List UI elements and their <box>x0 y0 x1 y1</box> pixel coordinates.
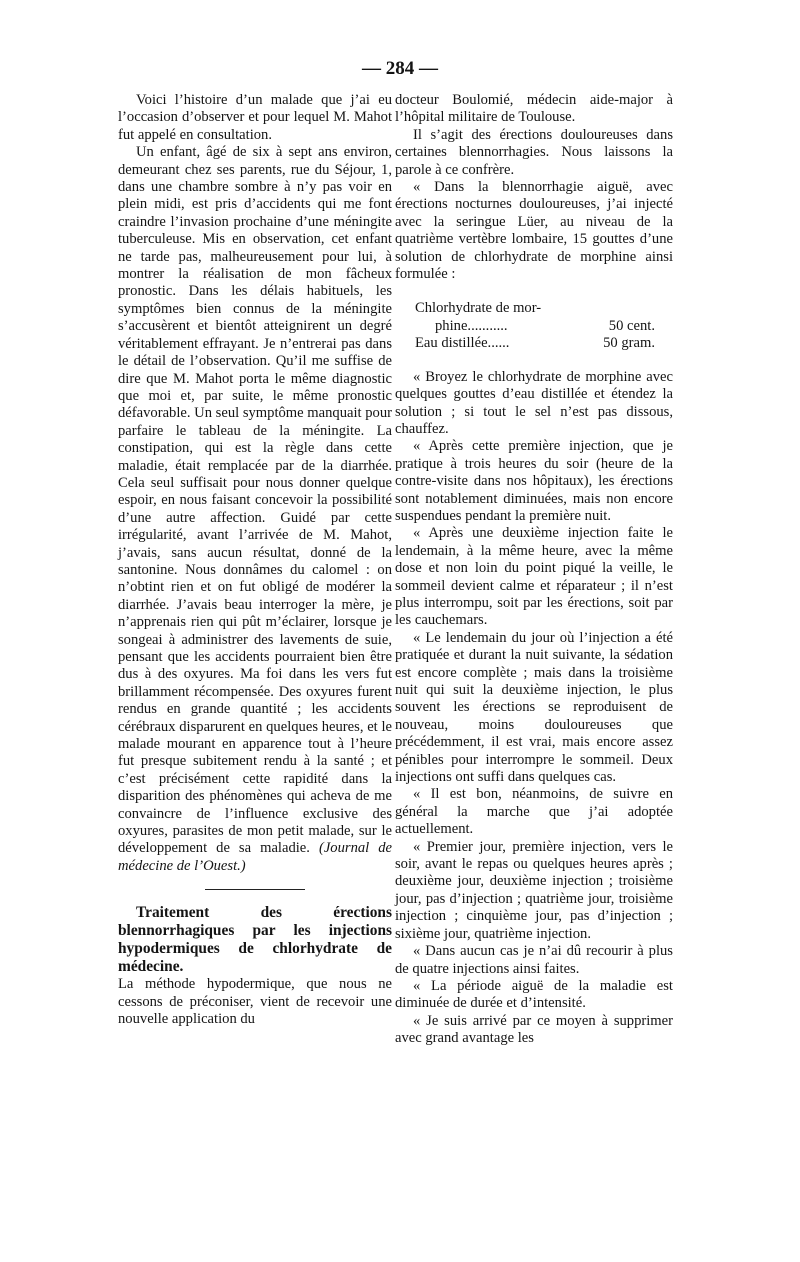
right-column <box>395 92 673 1048</box>
formula-row <box>415 318 655 335</box>
paragraph: « Après cette première injection, que je pratique à trois heures du soir (heure de la contre-visite dans nos hôpitaux), les érections sont notablement diminuées, mais non encore suspendues pendant la première nuit. <box>395 438 673 524</box>
formula-ingredient: Chlorhydrate de mor- <box>415 300 542 317</box>
formula-quantity: 50 cent. <box>608 317 655 334</box>
paragraph: « Premier jour, première injection, vers le soir, avant le repas ou quelques heures après ; deuxième jour, deuxième injection ; troisième jour, pas d’injection ; quatrième jour, troisième injection ; cinquième jour, pas d’injection ; sixième jour, quatrième injection. <box>395 838 673 942</box>
formula-row <box>415 335 655 352</box>
paragraph-text: Un enfant, âgé de six à sept ans environ, demeurant chez ses parents, rue du Séjour, 1, dans une chambre sombre à n’y pas voir en plein midi, est pris d’accidents qui me font craindre l’invasion prochaine d’une méningite tuberculeuse. Mis en observation, cet enfant ne tarde pas, malheureusement pour lui, à montrer la réalisation de mon fâcheux pronostic. Dans les délais habituels, les symptômes bien connus de la méningite s’accusèrent et bientôt atteignirent un degré véritablement effrayant. Je n’entrerai pas dans le détail de l’observation. Qu’il me suffise de dire que M. Mahot porta le même diagnostic que moi et, par suite, le même pronostic défavorable. Un seul symptôme manquait pour parfaire le tableau de la méningite. La constipation, qui est la règle dans cette maladie, était remplacée par de la diarrhée. Cela seul suffisait pour nous donner quelque espoir, en nous faisant concevoir la possibilité d’une autre affection. Guidé par cette irrégularité, avant l’arrivée de M. Mahot, j’avais, sans aucun résultat, donné de la santonine. Nous donnâmes du calomel : on n’obtint rien et on fut obligé de modérer la diarrhée. J’avais beau interroger la mère, je n’apprenais rien qui pût m’éclairer, lorsque je songeai à administrer des lavements de suie, pensant que les accidents pourraient bien être dus à des oxyures. Ma foi dans les vers fut brillamment récompensée. Des oxyures furent rendus en grande quantité ; les accidents cérébraux disparurent en quelques heures, et le malade mourant en apparence tout à l’heure fut presque subitement rendu à la santé ; et c’est précisément cette rapidité dans la disparition des phénomènes qui acheva de me convaincre de l’influence exclusive des oxyures, parasites de mon petit malade, sur le développement de sa maladie. <box>118 144 392 857</box>
paragraph: « Il est bon, néanmoins, de suivre en général la marche que j’ai adoptée actuellement. <box>395 786 673 838</box>
section-title: Traitement des érections blennorrhagiques par les injections hypodermiques de chlorhydrate de médecine. <box>118 904 392 976</box>
paragraph <box>118 144 392 875</box>
paragraph: « Dans la blennorrhagie aiguë, avec érections nocturnes douloureuses, j’ai injecté avec la seringue Lüer, au niveau de la quatrième vertèbre lombaire, 15 gouttes d’une solution de chlorhydrate de morphine ainsi formulée : <box>395 179 673 283</box>
paragraph: « La période aiguë de la maladie est diminuée de durée et d’intensité. <box>395 977 673 1012</box>
formula-quantity: 50 gram. <box>603 335 655 352</box>
paragraph: « Broyez le chlorhydrate de morphine avec quelques gouttes d’eau distillée et étendez la solution ; si tout le sel n’est pas dissous, chauffez. <box>395 368 673 437</box>
formula-ingredient: Eau distillée...... <box>415 335 510 352</box>
paragraph: Voici l’histoire d’un malade que j’ai eu l’occasion d’observer et pour lequel M. Mahot fut appelé en consultation. <box>118 92 392 143</box>
separator-rule <box>205 889 305 890</box>
formula-ingredient-cont: phine........... <box>435 317 508 334</box>
paragraph-continued: docteur Boulomié, médecin aide-major à l’hôpital militaire de Toulouse. <box>395 92 673 126</box>
paragraph: « Je suis arrivé par ce moyen à supprimer avec grand avantage les <box>395 1012 673 1047</box>
left-column <box>118 92 392 1029</box>
citation: (Journal de médecine de l’Ouest.) <box>118 840 392 874</box>
paragraph: « Dans aucun cas je n’ai dû recourir à plus de quatre injections ainsi faites. <box>395 943 673 977</box>
paragraph: Il s’agit des érections douloureuses dans certaines blennorrhagies. Nous laissons la parole à ce confrère. <box>395 126 673 178</box>
prescription-formula <box>415 300 655 352</box>
paragraph: « Après une deuxième injection faite le lendemain, à la même heure, avec la même dose et non loin du point piqué la veille, le sommeil devient calme et réparateur ; il n’est plus interrompu, soit par les érections, soit par les cauchemars. <box>395 525 673 629</box>
formula-row <box>415 300 655 317</box>
paragraph: La méthode hypodermique, que nous ne cessons de préconiser, vient de recevoir une nouvelle application du <box>118 976 392 1028</box>
paragraph: « Le lendemain du jour où l’injection a été pratiquée et durant la nuit suivante, la sédation est encore complète ; mais dans la troisième nuit qui suit la deuxième injection, le plus souvent les érections se reproduisent de nouveau, moins douloureuses que précédemment, il est vrai, mais encore assez pénibles pour interrompre le sommeil. Deux injections ont suffi dans quelques cas. <box>395 629 673 786</box>
page-number: — 284 — <box>362 58 438 79</box>
